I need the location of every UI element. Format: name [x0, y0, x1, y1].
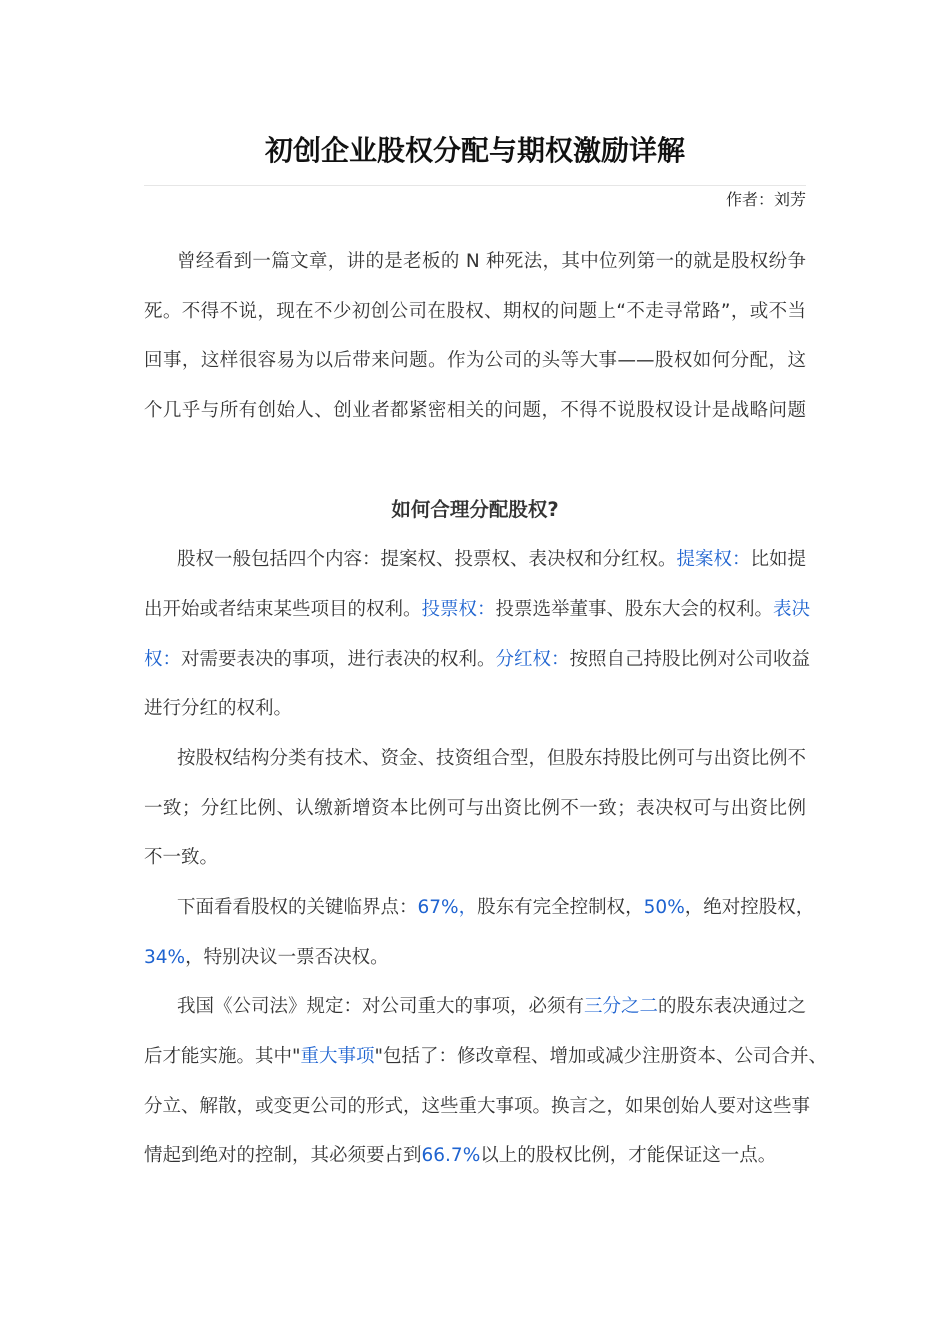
highlighted-text: 50%	[643, 896, 685, 918]
text-line	[144, 734, 806, 784]
title-divider	[144, 185, 806, 186]
paragraph	[144, 535, 811, 734]
text-segment: 股东有完全控制权，	[477, 896, 644, 918]
author-line: 作者：刘芳	[725, 190, 806, 209]
highlighted-text: 67%，	[417, 896, 478, 918]
highlighted-text: 三分之二	[584, 996, 659, 1018]
document-title: 初创企业股权分配与期权激励详解	[264, 134, 685, 167]
text-line	[144, 635, 811, 685]
text-segment: "包括了：修改章程、增加或减少注册资本、公司合并、	[374, 1046, 828, 1067]
highlighted-text: 表决	[773, 598, 811, 620]
text-segment: 的股东表决通过之	[658, 996, 807, 1018]
text-segment: 一致；分红比例、认缴新增资本比例可与出资比例不一致；表决权可与出资比例	[144, 797, 806, 819]
text-segment: 按照自己持股比例对公司收益	[569, 648, 811, 670]
text-segment: 不一致。	[144, 847, 219, 869]
highlighted-text: 34%	[144, 946, 186, 968]
text-segment: 以上的股权比例，才能保证这一点。	[480, 1145, 777, 1167]
paragraph	[144, 734, 806, 883]
text-segment: 进行分红的权利。	[144, 698, 293, 720]
text-segment: 对需要表决的事项，进行表决的权利。	[181, 648, 496, 670]
text-segment: 投票选举董事、股东大会的权利。	[495, 598, 774, 620]
blank-line	[144, 436, 806, 486]
text-line	[144, 684, 806, 734]
text-line	[144, 237, 806, 287]
text-line	[144, 336, 806, 386]
text-line	[144, 933, 806, 983]
text-segment: 死。不得不说，现在不少初创公司在股权、期权的问题上“不走寻常路”，或不当	[144, 300, 806, 322]
highlighted-text: 投票权：	[421, 598, 496, 620]
text-segment: 下面看看股权的关键临界点：	[177, 896, 418, 918]
text-line	[144, 982, 806, 1032]
highlighted-text: 权：	[144, 648, 182, 670]
section-heading: 如何合理分配股权?	[391, 498, 559, 522]
document-body	[144, 237, 828, 1181]
text-line	[144, 1082, 811, 1132]
paragraph	[144, 982, 828, 1181]
text-line	[144, 1032, 828, 1082]
highlighted-text: 分红权：	[495, 648, 570, 670]
paragraph	[144, 883, 815, 982]
text-line	[144, 883, 815, 933]
text-line	[144, 784, 806, 834]
text-segment: ，绝对控股权，	[684, 896, 815, 918]
text-segment: 按股权结构分类有技术、资金、技资组合型，但股东持股比例可与出资比例不	[177, 747, 807, 769]
text-line	[144, 1131, 806, 1181]
text-segment: 情起到绝对的控制，其必须要占到	[144, 1145, 422, 1167]
text-segment: 个几乎与所有创始人、创业者都紧密相关的问题，不得不说股权设计是战略问题	[144, 400, 806, 422]
text-line	[144, 535, 806, 585]
text-segment: 我国《公司法》规定：对公司重大的事项，必须有	[177, 996, 585, 1018]
text-line	[144, 585, 811, 635]
highlighted-text: 66.7%	[421, 1145, 481, 1167]
text-segment: 回事，这样很容易为以后带来问题。作为公司的头等大事——股权如何分配，这	[144, 350, 806, 372]
text-segment: 分立、解散，或变更公司的形式，这些重大事项。换言之，如果创始人要对这些事	[144, 1095, 811, 1117]
text-line	[144, 287, 806, 337]
highlighted-text: 重大事项	[300, 1046, 375, 1067]
text-segment: ，特别决议一票否决权。	[185, 946, 389, 968]
text-segment: 曾经看到一篇文章，讲的是老板的 N 种死法，其中位列第一的就是股权纷争	[177, 251, 806, 272]
text-line	[144, 386, 806, 436]
text-segment: 比如提	[750, 549, 807, 571]
text-segment: 出开始或者结束某些项目的权利。	[144, 598, 422, 620]
text-line	[144, 833, 806, 883]
highlighted-text: 提案权：	[676, 549, 751, 571]
paragraph	[144, 237, 806, 436]
text-segment: 后才能实施。其中"	[144, 1046, 301, 1067]
text-segment: 股权一般包括四个内容：提案权、投票权、表决权和分红权。	[177, 549, 677, 571]
